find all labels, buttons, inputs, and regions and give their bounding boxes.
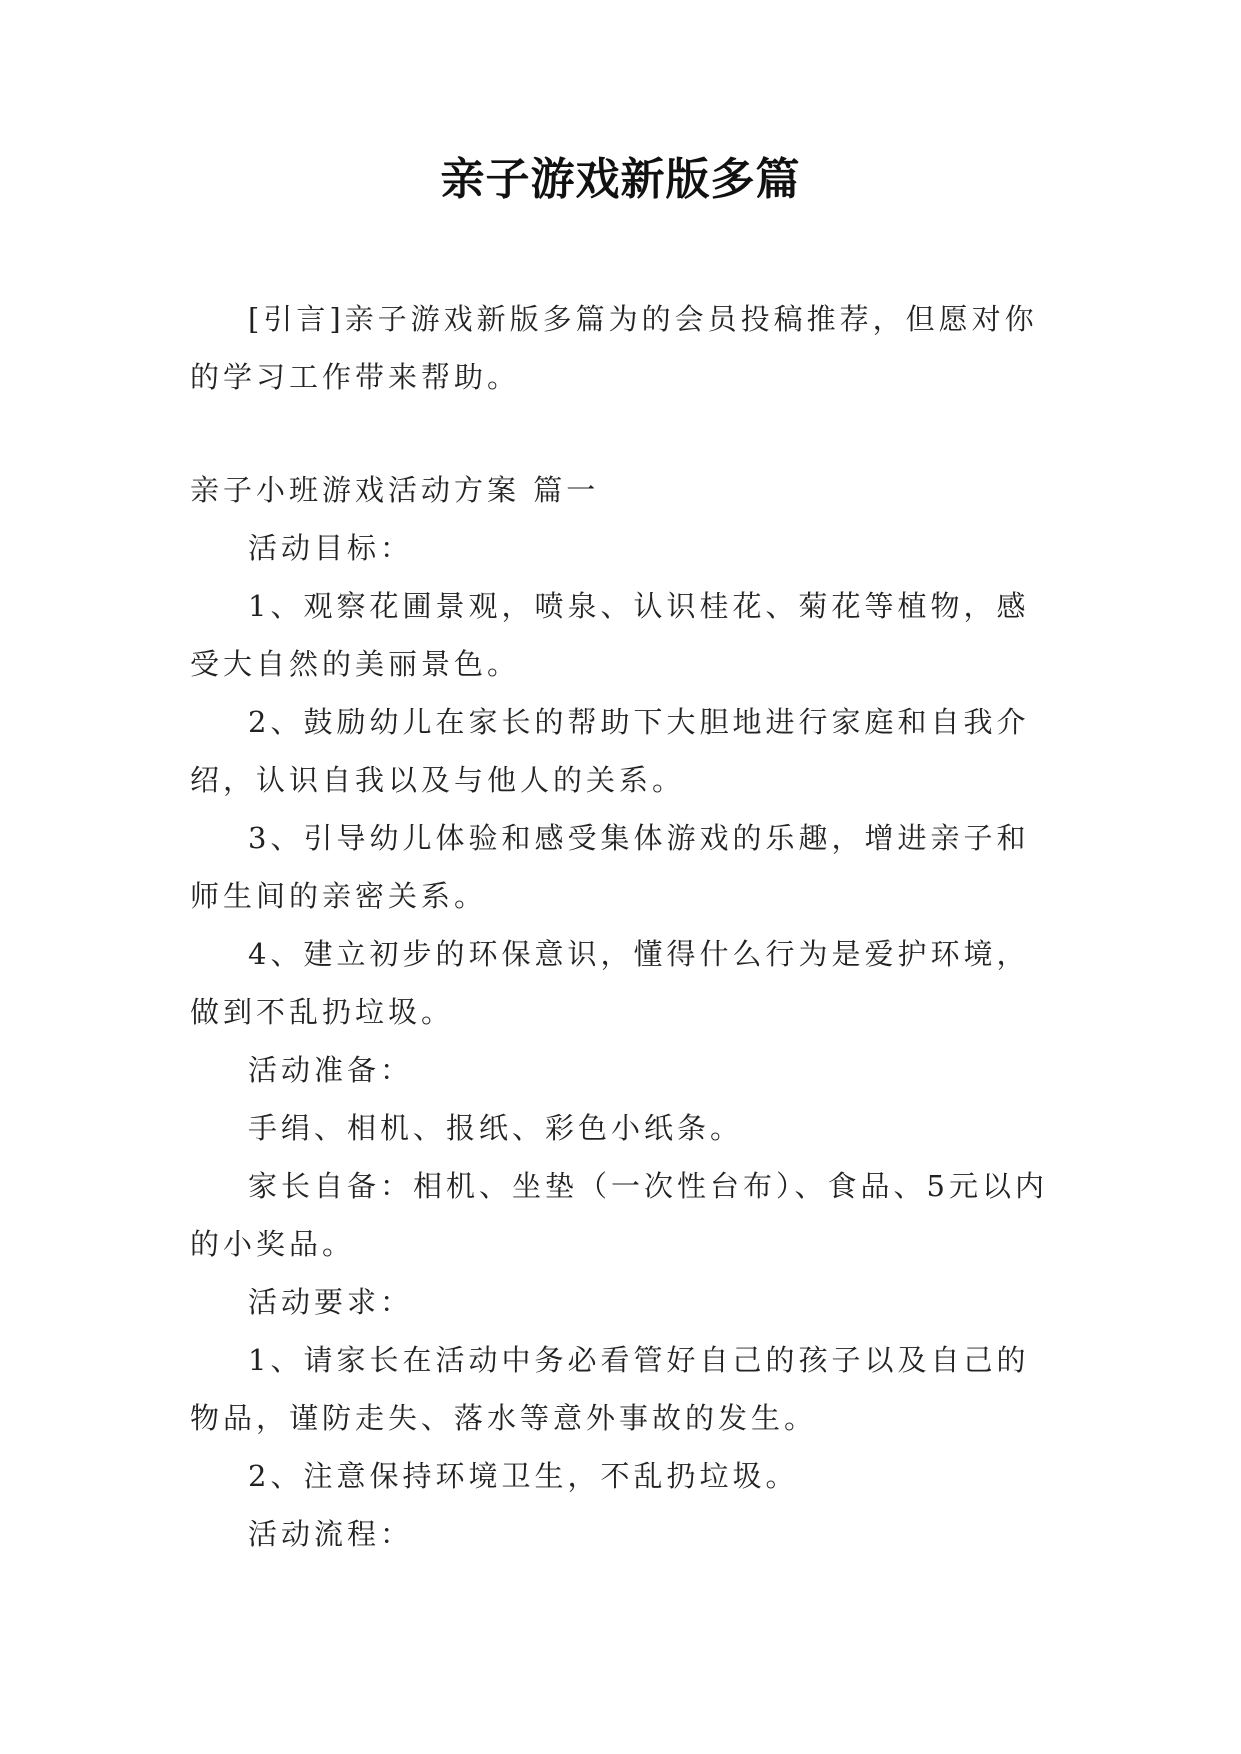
paragraph-requirements-label: 活动要求： [248, 1285, 414, 1319]
paragraph-goal-4: 4、建立初步的环保意识，懂得什么行为是爱护环境，做到不乱扔垃圾。 [190, 937, 1030, 1029]
document-title: 亲子游戏新版多篇 [440, 154, 801, 205]
paragraph-preparation-items: 手绢、相机、报纸、彩色小纸条。 [248, 1111, 744, 1145]
section-heading: 亲子小班游戏活动方案 篇一 [190, 473, 600, 507]
intro-block [190, 290, 1052, 406]
intro-paragraph: [引言]亲子游戏新版多篇为的会员投稿推荐，但愿对你的学习工作带来帮助。 [190, 302, 1038, 394]
paragraph-parent-items: 家长自备：相机、坐垫（一次性台布）、食品、5元以内的小奖品。 [190, 1169, 1048, 1261]
paragraph-requirement-2: 2、注意保持环境卫生，不乱扔垃圾。 [248, 1459, 799, 1493]
section-block [190, 461, 1052, 1563]
paragraph-process-label: 活动流程： [248, 1517, 414, 1551]
paragraph-goals-label: 活动目标： [248, 531, 414, 565]
paragraph-requirement-1: 1、请家长在活动中务必看管好自己的孩子以及自己的物品，谨防走失、落水等意外事故的发生。 [190, 1343, 1030, 1435]
paragraph-goal-3: 3、引导幼儿体验和感受集体游戏的乐趣，增进亲子和师生间的亲密关系。 [190, 821, 1030, 913]
paragraph-preparation-label: 活动准备： [248, 1053, 414, 1087]
paragraph-goal-1: 1、观察花圃景观，喷泉、认识桂花、菊花等植物，感受大自然的美丽景色。 [190, 589, 1030, 681]
paragraph-goal-2: 2、鼓励幼儿在家长的帮助下大胆地进行家庭和自我介绍，认识自我以及与他人的关系。 [190, 705, 1030, 797]
